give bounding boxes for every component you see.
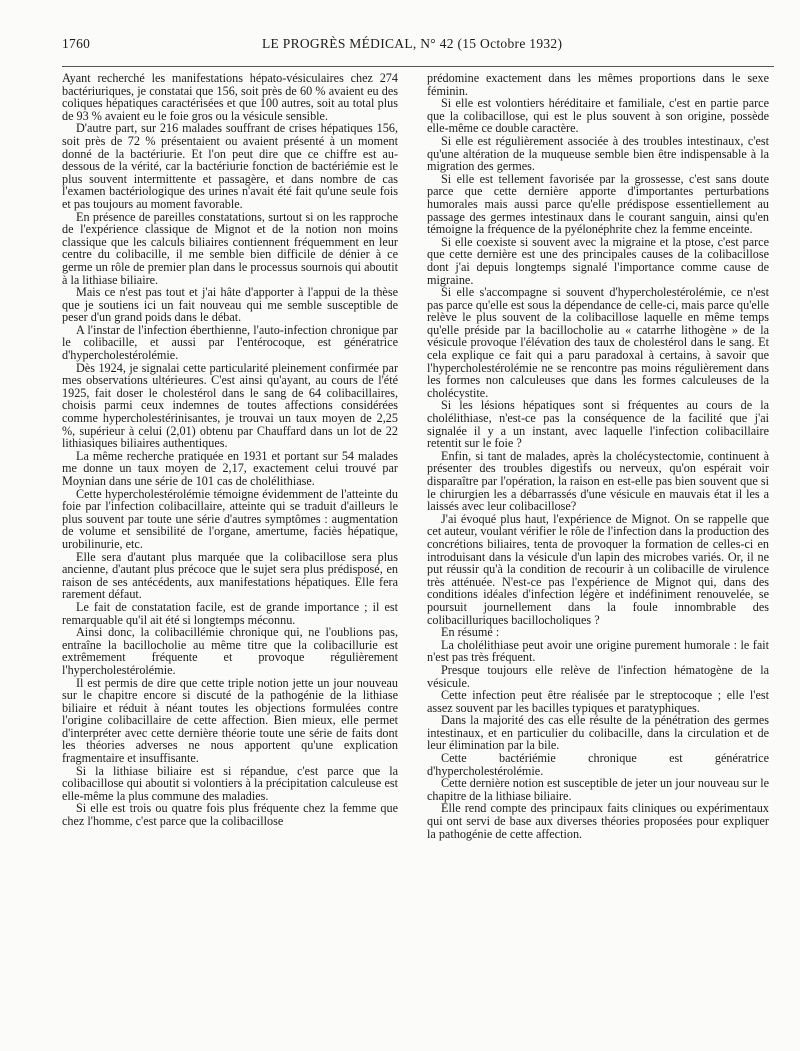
paragraph: Si elle coexiste si souvent avec la migraine et la ptose, c'est parce que cette dernière est une des principales causes de la colibacillose dont j'ai depuis longtemps signalé l'importance comme cause de migraine.	[427, 234, 769, 287]
paragraph: Si elle est régulièrement associée à des troubles intestinaux, c'est qu'une altération de la muqueuse semble bien être indispensable à la migration des germes.	[427, 133, 769, 174]
paragraph: Mais ce n'est pas tout et j'ai hâte d'apporter à l'appui de la thèse que je soutiens ici un fait nouveau qui me semble susceptible de peser d'un grand poids dans le débat.	[62, 285, 398, 325]
header-rule	[62, 66, 774, 67]
paragraph: Cette hypercholestérolémie témoigne évidemment de l'atteinte du foie par l'infection colibacillaire, atteinte qui se traduit d'ailleurs le plus souvent par toute une série d'autres symptômes : augmentation de volume et sensibilité de l'organe, amertume, faciès hépatique, urobilinurie, etc.	[62, 486, 398, 551]
paragraph: Si elle s'accompagne si souvent d'hypercholestérolémie, ce n'est pas parce qu'elle est sous la dépendance de celle-ci, mais parce qu'elle relève le plus souvent de la colibacillose laquelle en même temps qu'elle préside par la bacillocholie au « catarrhe lithogène » de la vésicule provoque l'élévation des taux de cholestérol dans le sang. Et cela explique ce fait qui a paru paradoxal à certains, à savoir que l'hypercholestérolémie ne se rencontre pas moins régulièrement dans les formes non calculeuses que dans les formes calculeuses de la cholécystite.	[427, 285, 769, 400]
paragraph: J'ai évoqué plus haut, l'expérience de Mignot. On se rappelle que cet auteur, voulant vérifier le rôle de l'infection dans la production des concrétions biliaires, tenta de provoquer la formation de celles-ci en introduisant dans la vésicule d'un lapin des microbes variés. Or, il ne put réussir qu'à la condition de recourir à un colibacille de virulence très atténuée. N'est-ce pas l'expérience de Mignot qui, dans des conditions idéales d'infection légère et indéfiniment renouvelée, se poursuit journellement dans la foule innombrable des colibacilluriques bacillocholiques ?	[427, 511, 769, 627]
paragraph: La cholélithiase peut avoir une origine purement humorale : le fait n'est pas très fréquent.	[427, 637, 769, 665]
paragraph: prédomine exactement dans les mêmes proportions dans le sexe féminin.	[427, 71, 769, 98]
paragraph: Enfin, si tant de malades, après la cholécystectomie, continuent à présenter des troubles digestifs ou nerveux, qu'on espérait voir disparaître par l'opération, la raison en est-elle pas bien souvent que si le chirurgien les a débarrassés d'une vésicule en mauvais état il les a laissés avec leur colibacillose?	[427, 448, 769, 514]
right-column	[427, 72, 769, 840]
paragraph: Dès 1924, je signalai cette particularité pleinement confirmée par mes observations ultérieures. C'est ainsi qu'ayant, au cours de l'été 1925, fait doser le cholestérol dans le sang de 64 colibacillaires, choisis parmi ceux indemnes de toutes affections considérées comme hypercholestérinisantes, je trouvai un taux moyen de 2,25 %, supérieur à celui (2,01) obtenu par Chauffard dans un lot de 22 lithiasiques biliaires authentiques.	[62, 360, 398, 451]
paragraph: Dans la majorité des cas elle résulte de la pénétration des germes intestinaux, et en particulier du colibacille, dans la circulation et de leur élimination par la bile.	[427, 713, 769, 753]
paragraph: Le fait de constatation facile, est de grande importance ; il est remarquable qu'il ait été si longtemps méconnu.	[62, 599, 398, 627]
paragraph: En présence de pareilles constatations, surtout si on les rapproche de l'expérience classique de Mignot et de la notion non moins classique que les calculs biliaires contiennent fréquemment en leur centre du colibacille, il me semble bien difficile de dénier à ce germe un rôle de premier plan dans le processus sournois qui aboutit à la lithiase biliaire.	[62, 209, 398, 287]
paragraph: Si elle est tellement favorisée par la grossesse, c'est sans doute parce que cette dernière apporte d'importantes perturbations humorales mais aussi parce qu'elle prédispose essentiellement au passage des germes intestinaux dans le courant sanguin, ainsi qu'en témoigne la fréquence de la pyélonéphrite chez la femme enceinte.	[427, 171, 769, 237]
paragraph: Cette bactériémie chronique est génératrice d'hypercholestérolémie.	[427, 751, 769, 778]
paragraph: Ayant recherché les manifestations hépato-vésiculaires chez 274 bactériuriques, je constatai que 156, soit près de 60 % avaient eu des coliques hépatiques caractérisées et que 100 autres, soit au total plus de 93 % avaient eu le foie gros ou la vésicule sensible.	[62, 71, 398, 123]
running-title: LE PROGRÈS MÉDICAL, N° 42 (15 Octobre 1932)	[262, 36, 563, 51]
paragraph: Ainsi donc, la colibacillémie chronique qui, ne l'oublions pas, entraîne la bacillocholie au même titre que la colibacillurie est extrêmement fréquente et provoque régulièrement l'hypercholestérolémie.	[62, 625, 398, 677]
paragraph: Elle rend compte des principaux faits cliniques ou expérimentaux qui ont servi de base aux diverses théories proposées pour expliquer la pathogénie de cette affection.	[427, 801, 769, 841]
page-header	[62, 36, 774, 56]
paragraph: La même recherche pratiquée en 1931 et portant sur 54 malades me donne un taux moyen de 2,17, exactement celui trouvé par Moynian dans une série de 101 cas de cholélithiase.	[62, 448, 398, 488]
paragraph: Cette dernière notion est susceptible de jeter un jour nouveau sur le chapitre de la lithiase biliaire.	[427, 776, 769, 803]
paragraph: Si les lésions hépatiques sont si fréquentes au cours de la cholélithiase, n'est-ce pas la conséquence de la facilité que j'ai signalée il y a un instant, avec laquelle l'infection colibacillaire retentit sur le foie ?	[427, 398, 769, 451]
paragraph: Elle sera d'autant plus marquée que la colibacillose sera plus ancienne, d'autant plus précoce que le sujet sera plus prédisposé, en raison de ses antécédents, aux manifestations hépatiques. Elle fera rarement défaut.	[62, 549, 398, 602]
paragraph: Presque toujours elle relève de l'infection hématogène de la vésicule.	[427, 662, 769, 690]
paragraph: Si elle est trois ou quatre fois plus fréquente chez la femme que chez l'homme, c'est parce que la colibacillose	[62, 801, 398, 829]
left-column	[62, 72, 398, 828]
paragraph: D'autre part, sur 216 malades souffrant de crises hépatiques 156, soit près de 72 % présentaient ou avaient présenté à un moment donné de la bactériurie. Et l'on peut dire que ce chiffre est au-dessous de la vérité, car la bactériurie fonction de bactériémie est le plus souvent intermittente et passagère, et dans nombre de cas l'examen bactériologique des urines n'avait été fait qu'une seule fois et pas toujours au moment favorable.	[62, 121, 398, 211]
paragraph: Il est permis de dire que cette triple notion jette un jour nouveau sur le chapitre encore si discuté de la pathogénie de la lithiase biliaire et réduit à néant toutes les objections formulées contre l'origine colibacillaire de cette affection. Bien mieux, elle permet d'interpréter avec cette dernière théorie toute une série de faits dont les théories adverses ne nous apportent qu'une explication fragmentaire et insuffisante.	[62, 675, 398, 766]
paragraph: Si elle est volontiers héréditaire et familiale, c'est en partie parce que la colibacillose, qui est le plus souvent à son origine, possède elle-même ce double caractère.	[427, 96, 769, 136]
page-number: 1760	[62, 36, 91, 51]
paragraph: En résumé :	[441, 625, 500, 640]
paragraph: Cette infection peut être réalisée par le streptocoque ; elle l'est assez souvent par les bacilles typiques et paratyphiques.	[427, 688, 769, 715]
paragraph: A l'instar de l'infection éberthienne, l'auto-infection chronique par le colibacille, et aussi par l'entérocoque, est génératrice d'hypercholestérolémie.	[62, 322, 398, 363]
paragraph: Si la lithiase biliaire est si répandue, c'est parce que la colibacillose qui aboutit si volontiers à la précipitation calculeuse est elle-même la plus commune des maladies.	[62, 763, 398, 803]
